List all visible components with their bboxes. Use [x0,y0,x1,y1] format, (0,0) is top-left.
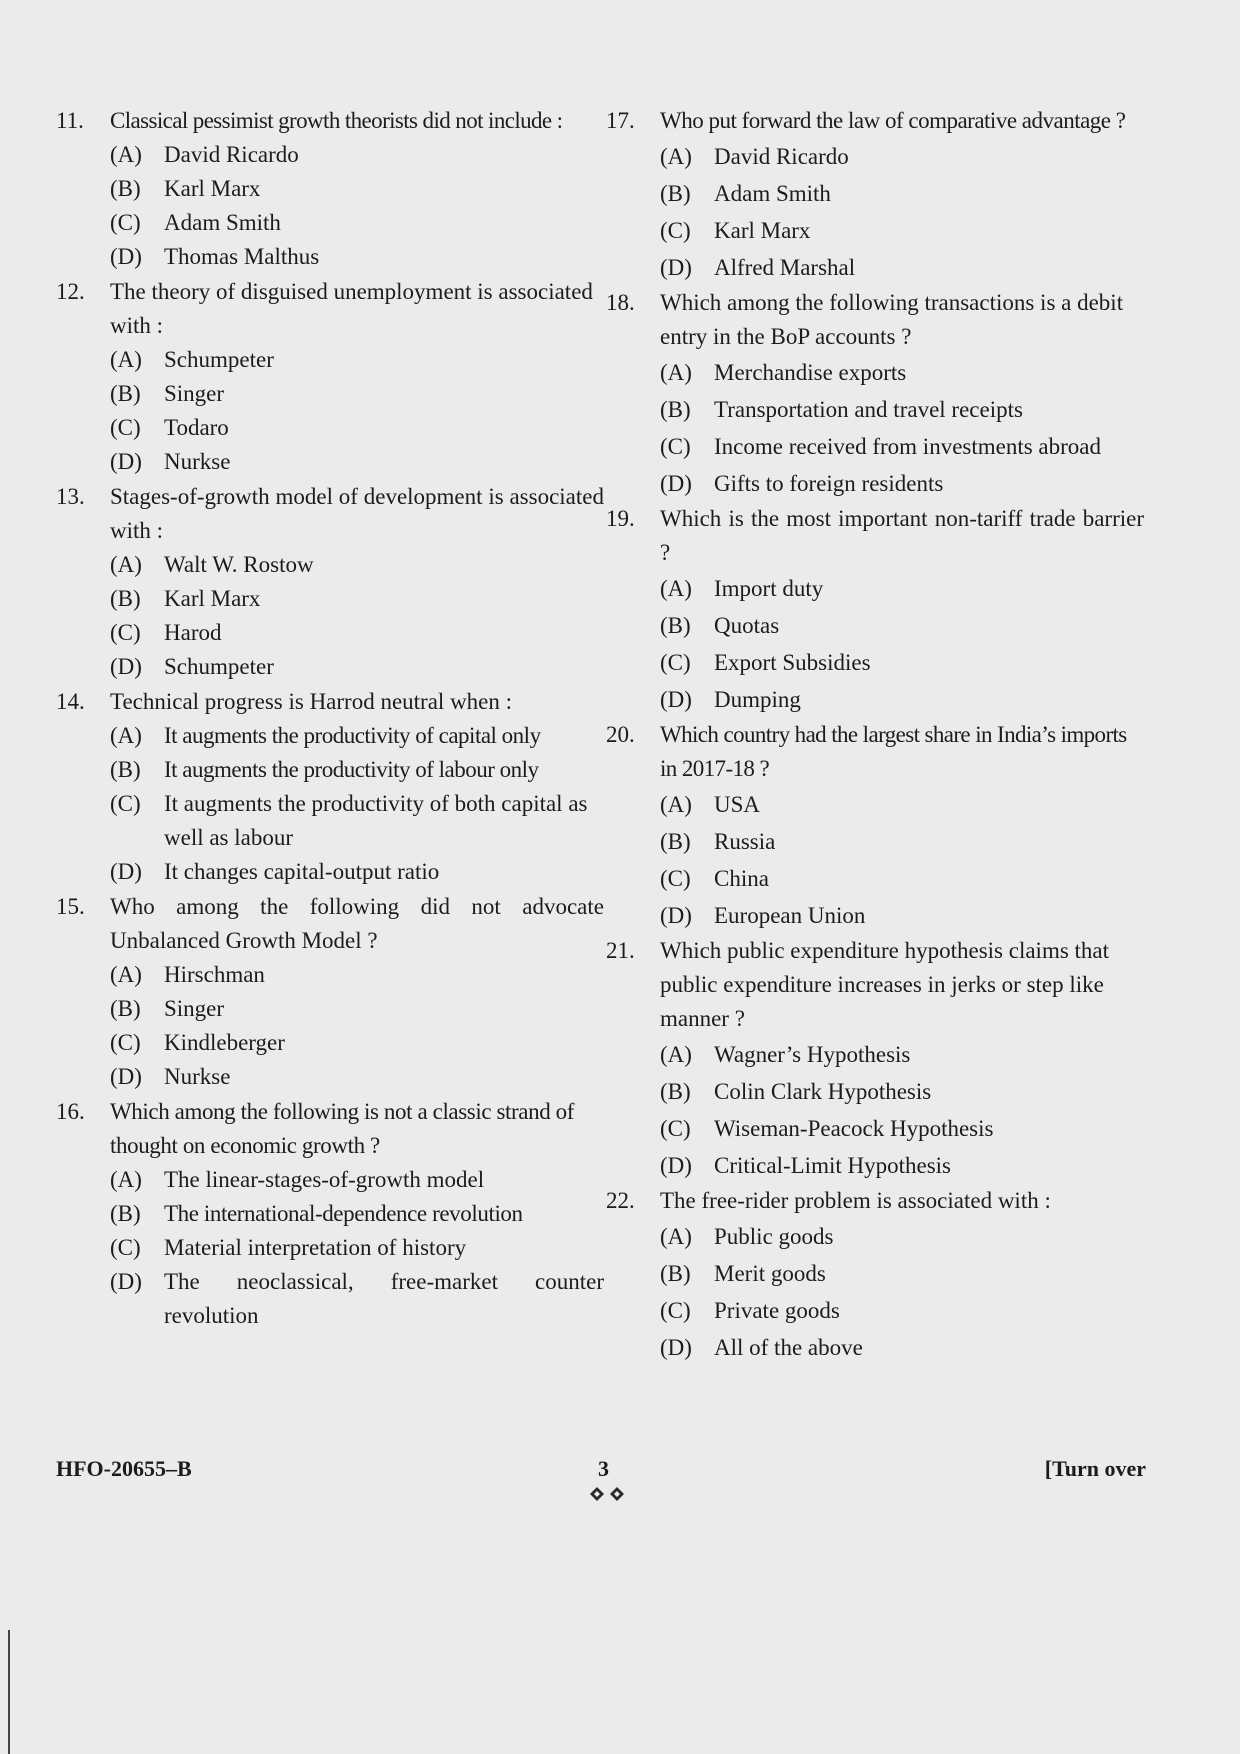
options-list [56,958,604,1094]
double-diamond-icon [588,1486,628,1502]
option [660,1218,1144,1255]
options-list [606,138,1144,286]
question-text: Stages-of-growth model of development is associated with : [110,484,604,543]
option-text: Dumping [714,687,801,712]
option-label: (A) [660,576,692,601]
option [660,786,1144,823]
question-text: Which country had the largest share in India’s imports in 2017-18 ? [660,722,1127,781]
options-list [606,1036,1144,1184]
option-text: Material interpretation of history [164,1235,467,1260]
option-label: (A) [660,360,692,385]
option [660,138,1144,175]
option-label: (B) [660,1079,691,1104]
option-text: Nurkse [164,1064,231,1089]
option [110,719,604,753]
question-number: 21. [606,938,635,963]
option-text: Public goods [714,1224,834,1249]
options-list [56,343,604,479]
option-label: (D) [110,449,142,474]
option-text: Harod [164,620,222,645]
option-label: (D) [110,654,142,679]
option-label: (D) [660,471,692,496]
option-text: Singer [164,381,225,406]
option-text: Schumpeter [164,347,274,372]
option [110,650,604,684]
option-text: Hirschman [164,962,265,987]
question-text: Which is the most important non-tariff trade barrier ? [660,506,1144,565]
option-text: Quotas [714,613,780,638]
option-text: Adam Smith [164,210,281,235]
option-label: (A) [110,552,142,577]
question-block [606,718,1144,934]
question-number: 19. [606,506,635,531]
option-text: Karl Marx [714,218,811,243]
question-text: Which among the following is not a classic strand of thought on economic growth ? [110,1099,575,1158]
option [660,607,1144,644]
question-number: 11. [56,108,84,133]
option-text: It augments the productivity of labour only [164,757,539,782]
option-label: (C) [110,620,141,645]
option-label: (D) [660,687,692,712]
option-text: Income received from investments abroad [714,434,1102,459]
option-label: (B) [660,397,691,422]
question-block [56,275,604,479]
option-text: Transportation and travel receipts [714,397,1023,422]
question [56,104,604,138]
option-text: David Ricardo [714,144,849,169]
option-label: (D) [660,255,692,280]
option-text: Critical-Limit Hypothesis [714,1153,951,1178]
option-text: Merchandise exports [714,360,907,385]
question [56,275,604,343]
option-text: It augments the productivity of both capital as well as labour [164,791,588,850]
option-label: (C) [110,1235,141,1260]
option-label: (A) [110,142,142,167]
page-number: 3 [598,1456,609,1481]
option-text: Merit goods [714,1261,826,1286]
option-text: USA [714,792,761,817]
option-text: China [714,866,769,891]
question [606,104,1144,138]
question-text: Which public expenditure hypothesis claims that public expenditure increases in jerks or step like manner ? [660,938,1110,1031]
option-label: (D) [660,1335,692,1360]
question-block [56,890,604,1094]
question-text: Classical pessimist growth theorists did not include : [110,108,563,133]
option-label: (C) [110,415,141,440]
options-list [606,786,1144,934]
options-list [56,548,604,684]
option-text: It changes capital-output ratio [164,859,440,884]
option-text: European Union [714,903,866,928]
option [660,1329,1144,1366]
question-block [606,1184,1144,1366]
question-block [56,685,604,889]
option [110,582,604,616]
option-label: (C) [110,1030,141,1055]
option [660,249,1144,286]
option-text: Kindleberger [164,1030,285,1055]
option [660,428,1144,465]
option [110,958,604,992]
question [606,934,1144,1036]
option-label: (A) [660,1042,692,1067]
option-label: (B) [110,586,141,611]
option-label: (C) [110,791,141,816]
option [110,206,604,240]
question-block [606,286,1144,502]
option-label: (D) [110,1269,142,1294]
option-text: Adam Smith [714,181,831,206]
option-text: Private goods [714,1298,840,1323]
option [110,616,604,650]
option-text: It augments the productivity of capital only [164,723,541,748]
question [606,1184,1144,1218]
option-text: Russia [714,829,776,854]
option [110,855,604,889]
option-label: (C) [660,650,691,675]
option-label: (A) [110,962,142,987]
option-text: Thomas Malthus [164,244,320,269]
option-text: The neoclassical, free-market counter revolution [164,1269,604,1328]
option [110,1197,604,1231]
question-block [606,502,1144,718]
question-number: 17. [606,108,635,133]
question-number: 13. [56,484,85,509]
question-number: 16. [56,1099,85,1124]
option-label: (D) [110,1064,142,1089]
option-text: Gifts to foreign residents [714,471,944,496]
options-list [606,570,1144,718]
option [660,1255,1144,1292]
option [110,992,604,1026]
turn-over-label: [Turn over [1044,1456,1146,1481]
option-text: Import duty [714,576,824,601]
option-label: (C) [110,210,141,235]
option-text: Alfred Marshal [714,255,856,280]
option-label: (B) [660,829,691,854]
option [660,570,1144,607]
option [660,823,1144,860]
option [660,1073,1144,1110]
option [660,354,1144,391]
option [660,465,1144,502]
option-label: (B) [660,613,691,638]
question-number: 18. [606,290,635,315]
option-label: (D) [660,1153,692,1178]
option-label: (B) [110,757,141,782]
option [110,1231,604,1265]
question-number: 20. [606,722,635,747]
option-text: Walt W. Rostow [164,552,314,577]
question-text: Which among the following transactions is a debit entry in the BoP accounts ? [660,290,1124,349]
question-number: 12. [56,279,85,304]
option-label: (A) [110,1167,142,1192]
option-label: (D) [110,244,142,269]
option [660,1292,1144,1329]
option [660,212,1144,249]
option-label: (A) [110,723,142,748]
option-label: (A) [660,144,692,169]
question-block [606,104,1144,286]
option-text: All of the above [714,1335,863,1360]
option-label: (B) [110,996,141,1021]
option-text: Wagner’s Hypothesis [714,1042,911,1067]
booklet-code: HFO-20655–B [56,1456,192,1481]
option-label: (A) [660,792,692,817]
option [110,445,604,479]
options-list [56,138,604,274]
option-text: Karl Marx [164,176,261,201]
options-list [56,719,604,889]
option-label: (A) [110,347,142,372]
option [110,240,604,274]
option-label: (C) [660,434,691,459]
option [110,343,604,377]
option-label: (C) [660,866,691,891]
option [110,753,604,787]
option [110,1163,604,1197]
question-text: Who among the following did not advocate Unbalanced Growth Model ? [110,894,604,953]
question [56,1095,604,1163]
option-text: Karl Marx [164,586,261,611]
question-block [56,104,604,274]
option [110,548,604,582]
question-number: 14. [56,689,85,714]
option [660,175,1144,212]
option-text: Colin Clark Hypothesis [714,1079,932,1104]
option [110,1026,604,1060]
option [110,1265,604,1333]
option-label: (D) [110,859,142,884]
right-column [606,104,1144,1366]
option-text: The linear-stages-of-growth model [164,1167,485,1192]
question-number: 22. [606,1188,635,1213]
option-label: (C) [660,1298,691,1323]
question [606,286,1144,354]
scan-edge-line [8,1630,10,1754]
option [660,391,1144,428]
option [660,1110,1144,1147]
option [110,172,604,206]
option [660,897,1144,934]
option [110,138,604,172]
option-label: (B) [660,1261,691,1286]
question-text: Technical progress is Harrod neutral when : [110,689,513,714]
option-text: Singer [164,996,225,1021]
page-footer [56,1456,1146,1516]
option-label: (C) [660,218,691,243]
option-label: (A) [660,1224,692,1249]
question-text: The free-rider problem is associated with : [660,1188,1051,1213]
option-text: Nurkse [164,449,231,474]
question [56,480,604,548]
question [606,502,1144,570]
question [56,890,604,958]
option-label: (B) [660,181,691,206]
option [110,1060,604,1094]
question-block [56,480,604,684]
option [110,377,604,411]
options-list [56,1163,604,1333]
left-column [56,104,604,1334]
option-label: (B) [110,176,141,201]
option-label: (B) [110,1201,141,1226]
option [660,681,1144,718]
option-text: Schumpeter [164,654,274,679]
option-label: (C) [660,1116,691,1141]
option [110,411,604,445]
option-text: David Ricardo [164,142,299,167]
option-text: Wiseman-Peacock Hypothesis [714,1116,994,1141]
option [660,860,1144,897]
option [660,644,1144,681]
question-number: 15. [56,894,85,919]
option [660,1147,1144,1184]
question-text: Who put forward the law of comparative advantage ? [660,108,1126,133]
question-block [606,934,1144,1184]
question [56,685,604,719]
option-text: Todaro [164,415,229,440]
options-list [606,1218,1144,1366]
option [110,787,604,855]
question-block [56,1095,604,1333]
option-text: The international-dependence revolution [164,1201,523,1226]
option [660,1036,1144,1073]
options-list [606,354,1144,502]
option-label: (B) [110,381,141,406]
option-text: Export Subsidies [714,650,871,675]
option-label: (D) [660,903,692,928]
question-text: The theory of disguised unemployment is associated with : [110,279,593,338]
question [606,718,1144,786]
